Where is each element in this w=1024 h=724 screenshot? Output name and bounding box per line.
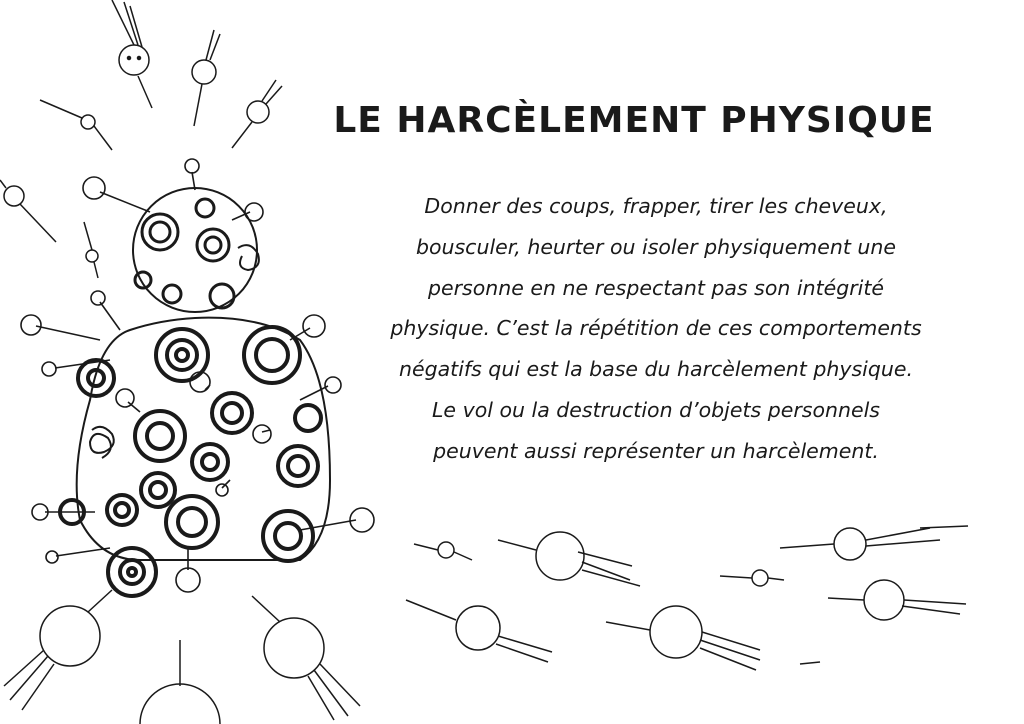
spiked-ball-12	[606, 606, 760, 670]
paragraph-line: Le vol ou la destruction d’objets personnels	[432, 397, 880, 422]
spiked-ball-16	[414, 542, 472, 560]
paragraph-line: peuvent aussi représenter un harcèlement.	[433, 438, 879, 463]
spiked-ball-7	[4, 590, 112, 710]
paragraph-line: personne en ne respectant pas son intégrité	[427, 275, 885, 300]
spiked-ball-2	[192, 30, 220, 126]
spiked-ball-3	[232, 80, 282, 148]
spiked-ball-11	[406, 600, 552, 662]
paragraph-line: Donner des coups, frapper, tirer les cheveux,	[424, 194, 888, 218]
spiked-ball-14	[828, 580, 966, 620]
spiked-ball-5	[0, 180, 56, 242]
spiked-ball-13	[780, 528, 940, 560]
spiked-ball-4	[40, 100, 112, 150]
spiked-ball-6	[84, 222, 98, 278]
paragraph-line: négatifs qui est la base du harcèlement physique.	[398, 357, 914, 382]
paragraph-line: bousculer, heurter ou isoler physiquement une	[415, 234, 897, 259]
spiked-ball-10	[498, 532, 640, 586]
paragraph-line: physique. C’est la répétition de ces comportements	[390, 316, 922, 341]
spiked-ball-1	[112, 0, 152, 108]
spiked-ball-15	[720, 570, 784, 586]
spiked-ball-9	[140, 640, 220, 724]
person-figure	[60, 188, 330, 596]
spiked-ball-8	[252, 596, 360, 720]
description-paragraph	[330, 186, 982, 472]
page-title: LE HARCÈLEMENT PHYSIQUE	[333, 100, 935, 141]
